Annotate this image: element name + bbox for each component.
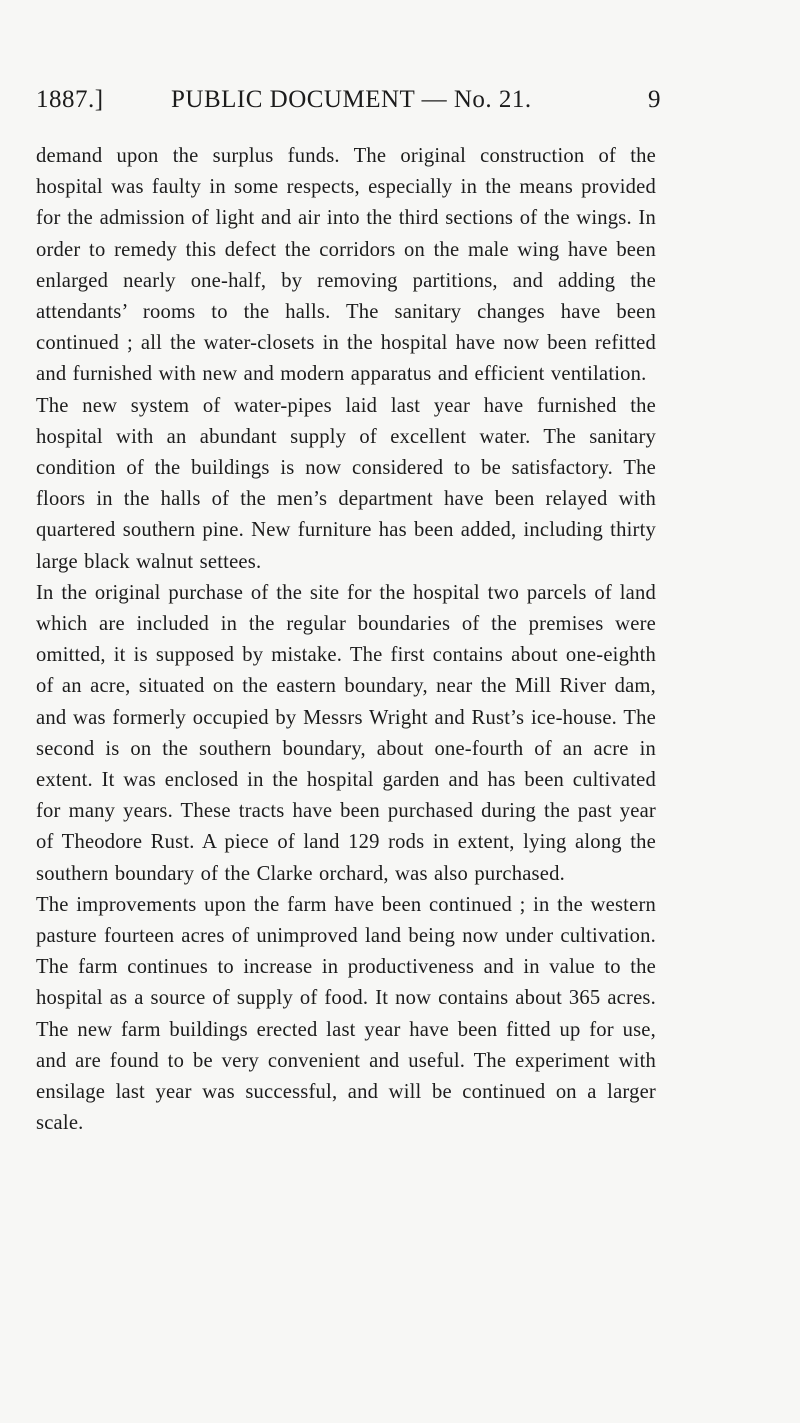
paragraph-3: In the original purchase of the site for the hospital two parcels of land which are included in the regular boundaries of the premises were omitted, it is supposed by mistake. The first contains about one-eighth of an acre, situated on the eastern boundary, near the Mill River dam, and was formerly occupied by Messrs Wright and Rust’s ice-house. The second is on the southern boundary, about one-fourth of an acre in extent. It was enclosed in the hospital garden and has been cultivated for many years. These tracts have been purchased during the past year of Theodore Rust. A piece of land 129 rods in extent, lying along the southern boundary of the Clarke orchard, was also purchased. [36,581,656,885]
page-number: 9 [648,86,661,113]
header-year: 1887.] [36,86,104,113]
paragraph-4: The improvements upon the farm have been continued ; in the western pasture fourteen acres of unimproved land being now under cultivation. The farm continues to increase in productiveness and in value to the hospital as a source of supply of food. It now contains about 365 acres. The new farm buildings erected last year have been fitted up for use, and are found to be very convenient and useful. The experiment with ensilage last year was successful, and will be continued on a larger scale. [36,893,656,1135]
header-title: PUBLIC DOCUMENT — No. 21. [171,86,532,113]
running-header [36,86,661,126]
paragraph-1: demand upon the surplus funds. The original construction of the hospital was faulty in some respects, especially in the means provided for the admission of light and air into the third sections of the wings. In order to remedy this defect the corridors on the male wing have been enlarged nearly one-half, by removing partitions, and adding the attendants’ rooms to the halls. The sanitary changes have been continued ; all the water-closets in the hospital have now been refitted and furnished with new and modern apparatus and efficient ventilation. [36,145,656,386]
body-text [36,141,656,1140]
paragraph-2: The new system of water-pipes laid last year have furnished the hospital with an abundant supply of excellent water. The sanitary condition of the buildings is now considered to be satisfactory. The floors in the halls of the men’s department have been relayed with quartered southern pine. New furniture has been added, including thirty large black walnut settees. [36,394,656,573]
